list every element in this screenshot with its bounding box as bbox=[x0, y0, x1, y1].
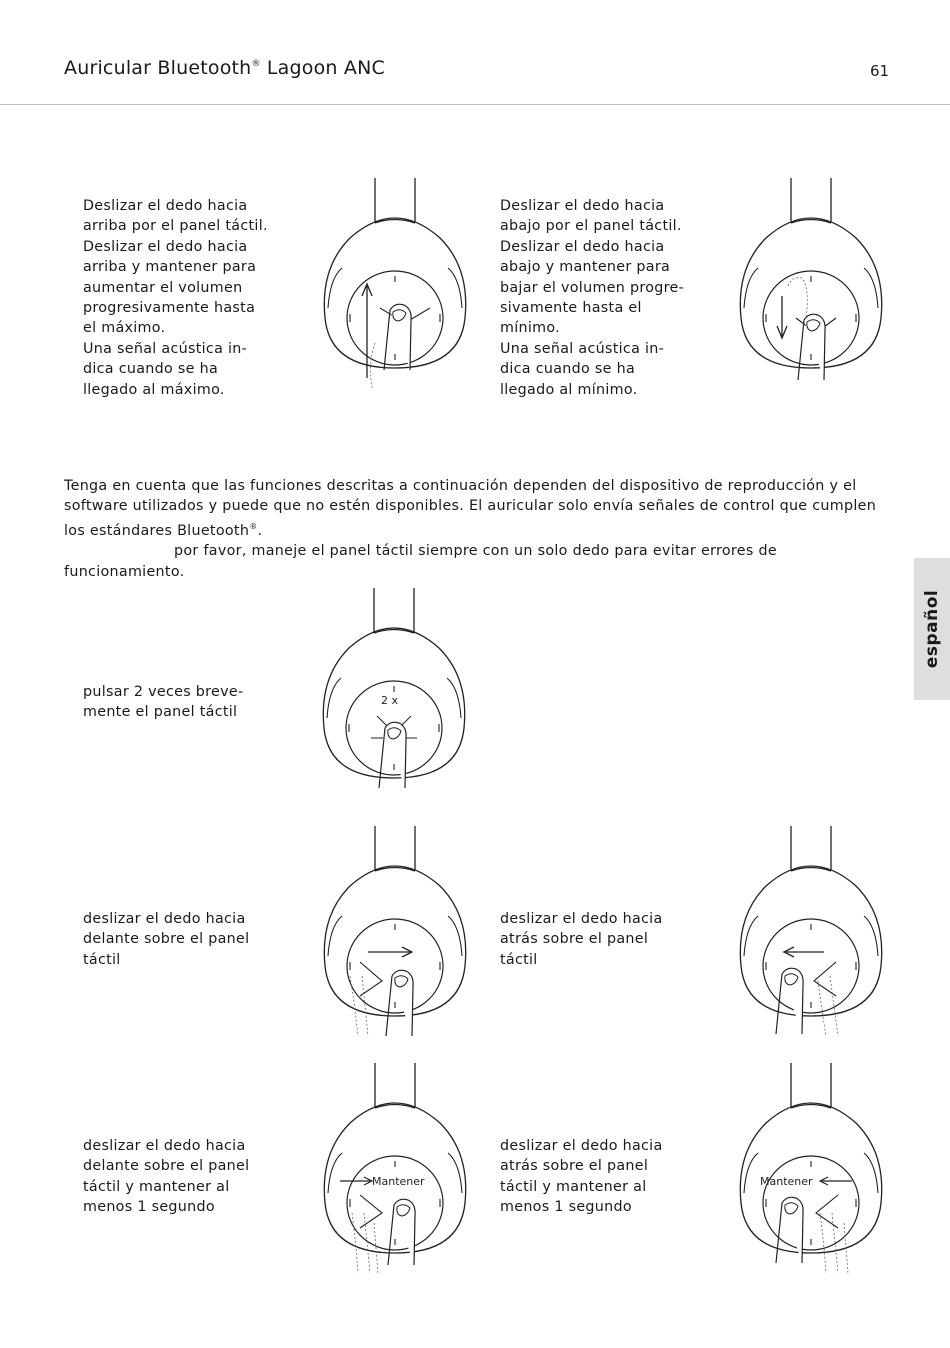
double-tap-label: 2 x bbox=[381, 694, 399, 707]
page-number: 61 bbox=[870, 62, 890, 80]
swipe-back-description: deslizar el dedo hacia atrás sobre el panel táctil bbox=[500, 911, 663, 968]
language-tab-label: español bbox=[922, 589, 942, 669]
hold-back-label: Mantener bbox=[760, 1175, 813, 1188]
hold-back-description: deslizar el dedo hacia atrás sobre el panel táctil y mantener al menos 1 segundo bbox=[500, 1138, 663, 1216]
registered-mark: ® bbox=[249, 521, 258, 531]
title-text-rest: Lagoon ANC bbox=[260, 57, 385, 79]
header-divider bbox=[0, 104, 950, 105]
swipe-back-figure bbox=[726, 826, 896, 1051]
double-tap-description: pulsar 2 veces breve- mente el panel táctil bbox=[83, 684, 244, 721]
volume-up-description: Deslizar el dedo hacia arriba por el panel táctil. Deslizar el dedo hacia arriba y mantener para aumentar el volumen progresivamente hasta el máximo. Una señal acústica in- dica cuando se ha llegado al máximo. bbox=[83, 198, 268, 398]
hold-back-figure bbox=[726, 1063, 896, 1288]
volume-down-description: Deslizar el dedo hacia abajo por el panel táctil. Deslizar el dedo hacia abajo y mantener para bajar el volumen progre- sivamente hasta el mínimo. Una señal acústica in- dica cuando se ha llegado al mínimo. bbox=[500, 198, 685, 398]
language-tab bbox=[914, 558, 950, 700]
double-tap-figure bbox=[309, 588, 479, 813]
note-text-2: por favor, maneje el panel táctil siempre con un solo dedo para evitar errores de funcionamiento. bbox=[64, 543, 777, 580]
note-text: Tenga en cuenta que las funciones descritas a continuación dependen del dispositivo de reproducción y el software utilizados y puede que no estén disponibles. El auricular solo envía señales de control que cumplen los estándares Bluetooth bbox=[64, 478, 877, 539]
registered-mark: ® bbox=[251, 59, 261, 69]
swipe-forward-figure bbox=[310, 826, 480, 1051]
swipe-forward-description: deslizar el dedo hacia delante sobre el panel táctil bbox=[83, 911, 250, 968]
hold-forward-label: Mantener bbox=[372, 1175, 425, 1188]
hold-forward-figure bbox=[310, 1063, 480, 1288]
note-period: . bbox=[257, 522, 263, 539]
volume-up-figure bbox=[310, 178, 480, 403]
volume-down-figure bbox=[726, 178, 896, 403]
title-text: Auricular Bluetooth bbox=[64, 57, 252, 79]
compatibility-note bbox=[64, 476, 894, 582]
page-title bbox=[64, 57, 385, 79]
hold-forward-description: deslizar el dedo hacia delante sobre el panel táctil y mantener al menos 1 segundo bbox=[83, 1138, 250, 1216]
